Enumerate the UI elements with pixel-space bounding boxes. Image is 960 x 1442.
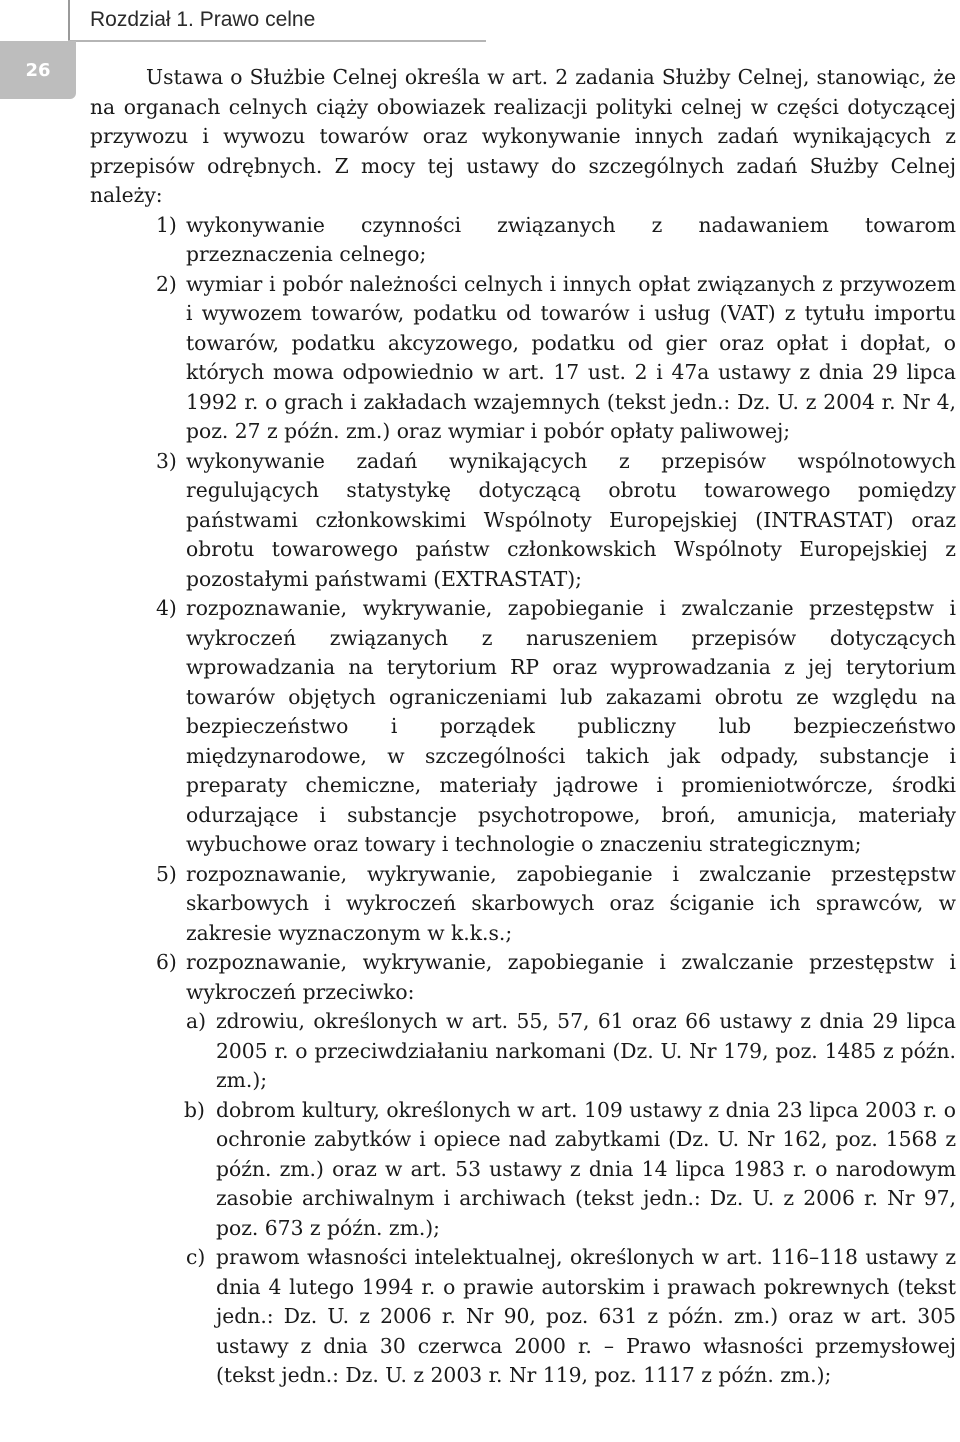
- item-text: rozpoznawanie, wykrywanie, zapobieganie i zwalczanie przestępstw i wykroczeń przeciwko:: [186, 950, 956, 1004]
- list-item: [90, 860, 956, 949]
- list-item: [90, 594, 956, 860]
- list-item: [90, 948, 956, 1391]
- chapter-title: Rozdział 1. Prawo celne: [90, 8, 316, 31]
- page-number: 26: [25, 59, 51, 81]
- subitem-marker: a): [186, 1009, 207, 1033]
- list-item: [90, 447, 956, 595]
- item-text: wykonywanie zadań wynikających z przepisów wspólnotowych regulujących statystykę dotyczącą obrotu towarowego pomiędzy państwami członkowskimi Wspólnoty Europejskiej (INTRASTAT) oraz obrotu towarowego państw członkowskich Wspólnoty Europejskiej z pozostałymi państwami (EXTRASTAT);: [186, 448, 956, 591]
- header-horizontal-rule: [68, 40, 486, 42]
- item-text: rozpoznawanie, wykrywanie, zapobieganie i zwalczanie przestępstw i wykroczeń związanych z naruszeniem przepisów dotyczących wprowadzania na terytorium RP oraz wyprowadzania z jej terytorium towarów objętych ograniczeniami lub zakazami obrotu ze względu na bezpieczeństwo i porządek publiczny lub bezpieczeństwo międzynarodowe, w szczególności takich jak odpady, substancje i preparaty chemiczne, materiały jądrowe i promieniotwórcze, środki odurzające i substancje psychotropowe, broń, amunicja, materiały wybuchowe oraz towary i technologie o znaczeniu strategicznym;: [186, 596, 956, 856]
- item-text: wykonywanie czynności związanych z nadawaniem towarom przeznaczenia celnego;: [186, 212, 956, 266]
- subitem-text: dobrom kultury, określonych w art. 109 ustawy z dnia 23 lipca 2003 r. o ochronie zabytków i opiece nad zabytkami (Dz. U. Nr 162, poz. 1568 z późn. zm.) oraz w art. 53 ustawy z dnia 14 lipca 1983 r. o narodowym zasobie archiwalnym i archiwach (tekst jedn.: Dz. U. z 2006 r. Nr 97, poz. 673 z późn. zm.);: [216, 1097, 956, 1240]
- list-item: [90, 270, 956, 447]
- sublist-item: [90, 1007, 956, 1096]
- header-vertical-rule: [68, 0, 70, 40]
- subitem-marker: b): [184, 1097, 205, 1122]
- item-marker: 3): [156, 448, 177, 473]
- item-marker: 5): [156, 861, 177, 886]
- duties-list: [90, 211, 956, 1391]
- offences-sublist: [186, 1007, 956, 1391]
- item-text: rozpoznawanie, wykrywanie, zapobieganie i zwalczanie przestępstw skarbowych i wykroczeń skarbowych oraz ściganie ich sprawców, w zakresie wyznaczonym w k.k.s.;: [186, 861, 956, 945]
- item-marker: 6): [156, 950, 177, 974]
- sublist-item: [90, 1096, 956, 1244]
- subitem-text: zdrowiu, określonych w art. 55, 57, 61 oraz 66 ustawy z dnia 29 lipca 2005 r. o przeciwdziałaniu narkomani (Dz. U. Nr 179, poz. 1485 z późn. zm.);: [216, 1009, 956, 1092]
- subitem-text: prawom własności intelektualnej, określonych w art. 116–118 ustawy z dnia 4 lutego 1994 r. o prawie autorskim i prawach pokrewnych (tekst jedn.: Dz. U. z 2006 r. Nr 90, poz. 631 z późn. zm.) oraz w art. 305 ustawy z dnia 30 czerwca 2000 r. – Prawo własności przemysłowej (tekst jedn.: Dz. U. z 2003 r. Nr 119, poz. 1117 z późn. zm.);: [216, 1245, 956, 1387]
- page-number-tab: [0, 41, 76, 99]
- item-text: wymiar i pobór należności celnych i innych opłat związanych z przywozem i wywozem towarów, podatku od towarów i usług (VAT) z tytułu importu towarów, podatku akcyzowego, podatku od gier oraz opłat i dopłat, o których mowa odpowiednio w art. 17 ust. 2 i 47a ustawy z dnia 29 lipca 1992 r. o grach i zakładach wzajemnych (tekst jedn.: Dz. U. z 2004 r. Nr 4, poz. 27 z późn. zm.) oraz wymiar i pobór opłaty paliwowej;: [186, 271, 956, 443]
- item-marker: 2): [156, 271, 177, 296]
- sublist-item: [90, 1243, 956, 1391]
- item-marker: 4): [156, 596, 177, 620]
- intro-paragraph: Ustawa o Służbie Celnej określa w art. 2 zadania Służby Celnej, stanowiąc, że na organach celnych ciąży obowiazek realizacji polityki celnej w części dotyczącej przywozu i wywozu towarów oraz wykonywanie innych zadań wynikających z przepisów odrębnych. Z mocy tej ustawy do szczególnych zadań Służby Celnej należy:: [90, 65, 956, 207]
- list-item: [90, 211, 956, 270]
- subitem-marker: c): [186, 1245, 206, 1269]
- page-body: [90, 63, 956, 1391]
- item-marker: 1): [156, 212, 177, 237]
